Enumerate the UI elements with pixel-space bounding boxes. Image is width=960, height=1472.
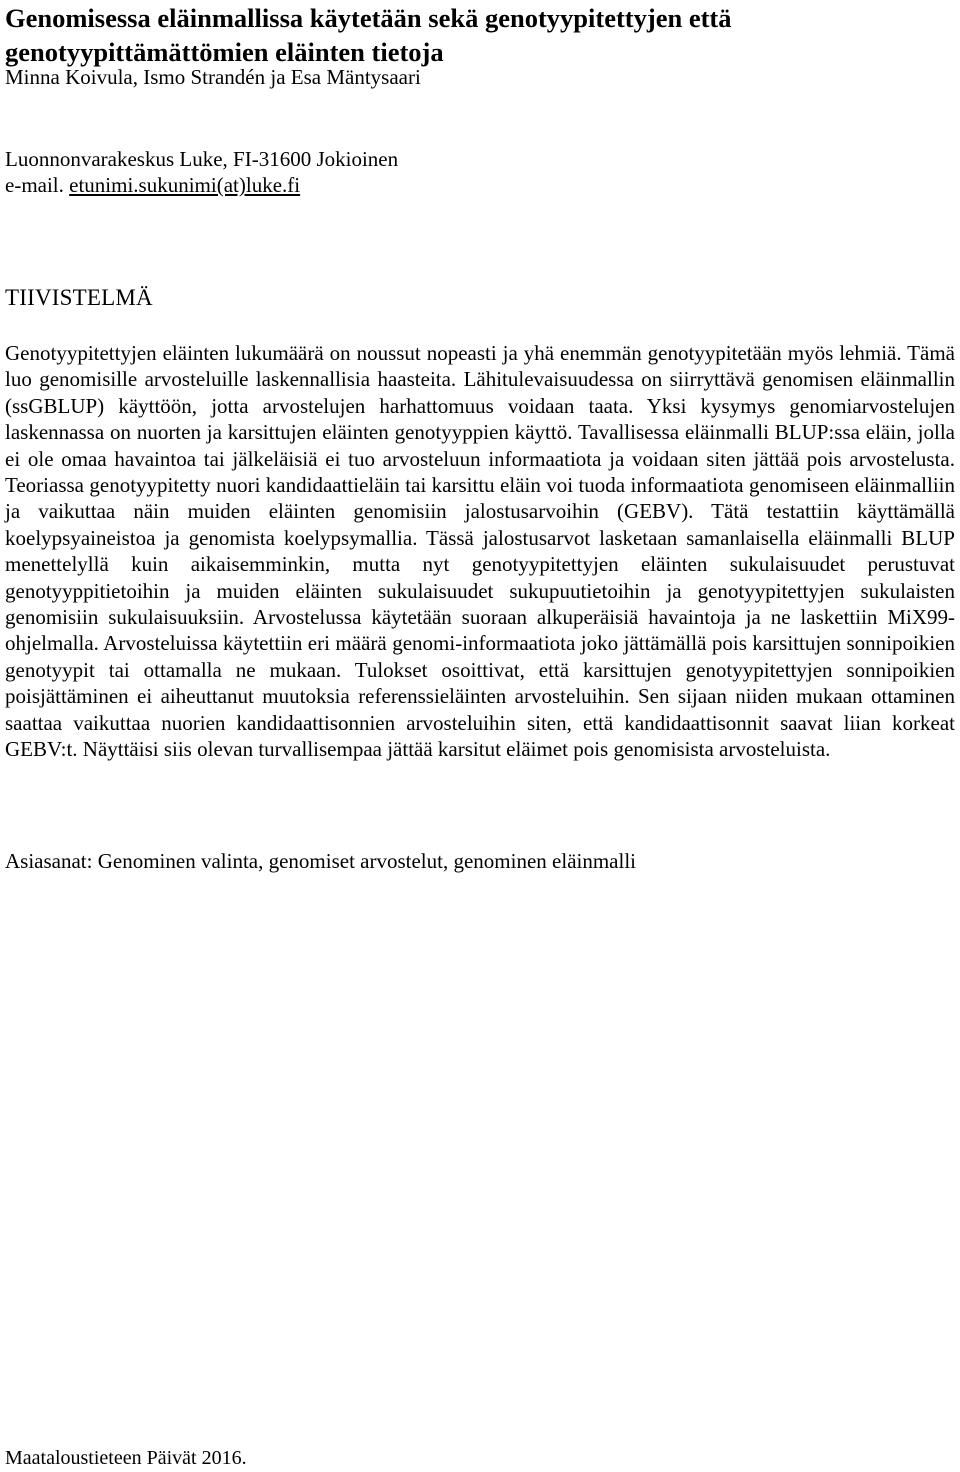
paper-title: Genomisessa eläinmallissa käytetään sekä genotyypitettyjen että genotyypittämättömien eläinten tietoja	[5, 3, 732, 67]
abstract-heading: TIIVISTELMÄ	[5, 285, 153, 310]
author-list: Minna Koivula, Ismo Strandén ja Esa Mäntysaari	[5, 65, 421, 89]
abstract-text: Genotyypitettyjen eläinten lukumäärä on noussut nopeasti ja yhä enemmän genotyypitetään myös lehmiä. Tämä luo genomisille arvosteluille laskennallisia haasteita. Lähitulevaisuudessa on siirryttävä genomisen eläinmallin (ssGBLUP) käyttöön, jotta arvostelujen harhattomuus voidaan taata. Yksi kysymys genomiarvostelujen laskennassa on nuorten ja karsittujen eläinten genotyyppien käyttö. Tavallisessa eläinmalli BLUP:ssa eläin, jolla ei ole omaa havaintoa tai jälkeläisiä ei tuo arvosteluun informaatiota ja voidaan siten jättää pois arvostelusta. Teoriassa genotyypitetty nuori kandidaattieläin tai karsittu eläin voi tuoda informaatiota genomiseen eläinmalliin ja vaikuttaa näin muiden eläinten genomisiin jalostusarvoihin (GEBV). Tätä testattiin käyttämällä koelypsyaineistoa ja genomista koelypsymallia. Tässä jalostusarvot lasketaan samanlaisella eläinmalli BLUP menettelyllä kuin aikaisemminkin, mutta nyt genotyypitettyjen eläinten sukulaisuudet perustuvat genotyyppitietoihin ja muiden eläinten sukulaisuudet sukupuutietoihin ja genotyypitettyjen sukulaisten genomisiin sukulaisuuksiin. Arvostelussa käytetään suoraan alkuperäisiä havaintoja ja ne laskettiin MiX99-ohjelmalla. Arvosteluissa käytettiin eri määrä genomi-informaatiota joko jättämällä pois karsittujen sonnipoikien genotyypit tai ottamalla ne mukaan. Tulokset osoittivat, että karsittujen genotyypitettyjen sonnipoikien poisjättäminen ei aiheuttanut muutoksia referenssieläinten arvosteluihin. Sen sijaan niiden mukaan ottaminen saattaa vaikuttaa nuorien kandidaattisonnien arvosteluihin siten, että kandidaattisonnit saavat liian korkeat GEBV:t. Näyttäisi siis olevan turvallisempaa jättää karsitut eläimet pois genomisista arvosteluista.	[5, 341, 955, 762]
email-prefix: e-mail.	[5, 173, 70, 197]
affiliation: Luonnonvarakeskus Luke, FI-31600 Jokioinen	[5, 147, 399, 171]
keywords: Asiasanat: Genominen valinta, genomiset arvostelut, genominen eläinmalli	[5, 849, 637, 873]
email-link[interactable]: etunimi.sukunimi(at)luke.fi	[69, 173, 301, 197]
email-line	[5, 172, 945, 198]
page-footer: Maataloustieteen Päivät 2016.	[5, 1447, 247, 1469]
